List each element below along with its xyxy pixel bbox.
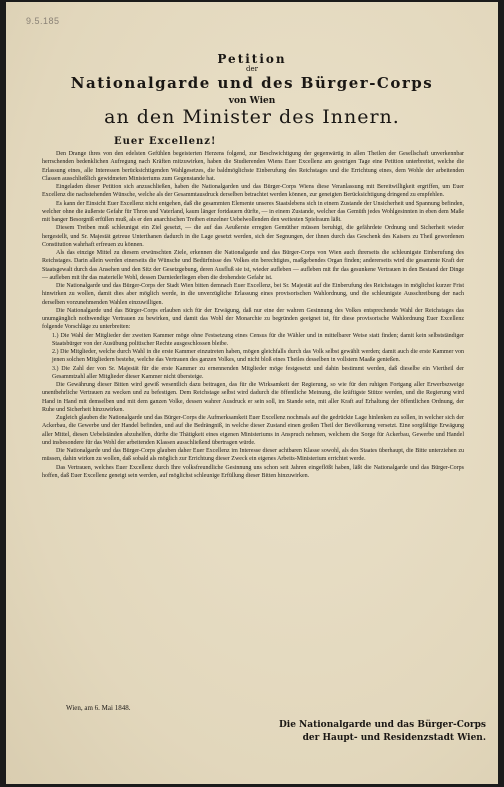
proposal-item: 3.) Die Zahl der von Sr. Majestät für die erste Kammer zu ernennenden Mitglieder möge festgesetzt und dahin bestimmt werden, daß dieselbe ein Viertheil der Gesammtzahl aller Mitglieder dieser Kammer nicht übersteige. <box>52 365 464 380</box>
archive-pencil-mark: 9.5.185 <box>26 16 60 26</box>
paragraph: Die Nationalgarde und das Bürger-Corps der Stadt Wien bitten demnach Euer Excellenz, bei Sr. Majestät auf die Einberufung des Reichstages in möglichst kurzer Frist hinwirken zu wollen, damit dies aber möglich werde, in die unverzügliche Erlassung eines provisorischen Wahlordnung, und die schleunigste Ausschreibung der nach derselben vorzunehmenden Wahlen einzuwilligen. <box>42 283 464 306</box>
paragraph: Die Nationalgarde und das Bürger-Corps erlauben sich für der Erwägung, daß nur eine der wahren Gesinnung des Volkes entsprechende Wahl der Reichstages das unumgänglich nothwendige Vertrauen zu bewirken, und damit das Wohl der Monarchie zu begründen geeignet ist, für diese provisorische Wahlordnung Euer Excellenz folgende Vorschläge zu unterbreiten: <box>42 307 464 331</box>
title-der: der <box>246 65 258 73</box>
title-von-wien: von Wien <box>228 96 276 106</box>
paragraph: Die Nationalgarde und das Bürger-Corps glauben daher Euer Excellenz im Interesse dieser achtbaren Klasse sowohl, als des Staates überhaupt, die Bitte unterziehen zu müssen, dahin wirken zu wollen, daß sobald als möglich zur Errichtung dieser Zweck ein eigenes Arbeits-Ministerium errichtet werde. <box>42 448 464 463</box>
title-nationalgarde: Nationalgarde und des Bürger-Corps <box>70 74 434 92</box>
paragraph: Die Gewährung dieser Bitten wird gewiß wesentlich dazu beitragen, das für die Wirksamkeit der Regierung, so wie für den ruhigen Fortgang aller Erwerbszweige unentbehrliche Vertrauen zu wecken und zu befestigen. Dem Reichstage selbst wird dadurch die öffentliche Meinung, die kräftigste Stütze werden, und die Regierung wird Hand in Hand mit demselben und mit dem ganzen Volke, dessen wahrer Ausdruck er sein soll, im Stande sein, mit aller Kraft auf Erhaltung der öffentlichen Ordnung, der Ruhe und Sicherheit hinzuwirken. <box>42 382 464 413</box>
signature-line-1: Die Nationalgarde und das Bürger-Corps <box>278 720 486 730</box>
paragraph: Es kann der Einsicht Euer Excellenz nicht entgehen, daß die gesammten Elemente unseres Staatslebens sich in einem Zustande der Unsicherheit und Spannung befinden, welcher ohne die äußerste Gefahr für Thron und Vaterland, kaum länger fortdauern dürfte, — in einem Zustande, welcher das Gemüth jedes Wohlgesinnten in eben dem Maße mit banger Besorgniß erfüllen muß, als er den anarchischen Treiben einzelner Uebelwollenden den weitesten Spielraum läßt. <box>42 200 464 223</box>
paragraph: Das Vertrauen, welches Euer Excellenz durch Ihre volksfreundliche Gesinnung uns schon seit Jahren eingeflößt haben, läßt die Nationalgarde und das Bürger-Corps hoffen, daß Euer Excellenz geneigt sein werden, auf möglichst schleunige Erfüllung dieser Bitten hinzuwirken. <box>42 464 464 479</box>
title-minister: an den Minister des Innern. <box>104 106 400 128</box>
signature-line-2: der Haupt- und Residenzstadt Wien. <box>302 733 486 743</box>
paragraph: Den Drange ihres von den edelsten Gefühlen begeisterten Herzens folgend, zur Beschwichtigung der gegenwärtig in allen Theilen der Gesellschaft unverkennbar herrschenden bedenklichen Aufregung nach Kräften mitzuwirken, haben die Studierenden Wiens Euer Excellenz am gestrigen Tage eine Petition unterbreitet, welche die Erlassung eines, alle Interessen berücksichtigenden Wahlgesetzes, die baldmöglichste Einberufung des Reichstages und die Errichtung eines, dem Wohle der arbeitenden Classen ausschließlich gewidmeten Ministeriums zum Gegenstande hat. <box>42 151 464 182</box>
paragraph: Diesem Treiben muß schleunigst ein Ziel gesetzt, — die auf das Aeußerste erregten Gemüther müssen beruhigt, die gefährdete Ordnung und Sicherheit wieder hergestellt, und Sr. Majestät getreue Unterthanen dadurch in die Lage gesetzt werden, sich der Segnungen, der ihnen durch das Geschenk des Kaisers zu Theil gewordenen Constitution wahrhaft erfreuen zu können. <box>42 225 464 248</box>
date-line: Wien, am 6. Mai 1848. <box>66 704 131 712</box>
paragraph: Eingeladen dieser Petition sich anzuschließen, haben die Nationalgarden und das Bürger-Corps Wiens diese Veranlassung mit Bereitwilligkeit ergriffen, um Euer Excellenz die nachstehenden Wünsche, welche als der Gesammtausdruck derselben betrachtet werden können, zur geneigten Berücksichtigung dringend zu empfehlen. <box>42 184 464 199</box>
proposal-item: 2.) Die Mitglieder, welche durch Wahl in die erste Kammer einzutreten haben, mögen gleichfalls durch das Volk selbst gewählt werden; damit auch die erste Kammer von jenen solchen Mitgliedern bestehe, welche das Vertrauen des ganzen Volkes, und nicht bloß eines Theiles desselben in vollstem Maaße genießen. <box>52 349 464 364</box>
salutation: Euer Excellenz! <box>114 136 217 147</box>
paragraph: Zugleich glauben die Nationalgarde und das Bürger-Corps die Aufmerksamkeit Euer Excellenz nochmals auf die gedrückte Lage hinlenken zu sollen, in welcher sich der Ackerbau, die Gewerbe und der Handel befinden, und auf die Bedrängniß, in welche dieser Zustand einen großen Theil der Bevölkerung versetzt. Eine sorgfältige Erwägung aller Mittel, diesen Uebelständen abzuhelfen, dürfte die Thätigkeit eines eigenen Ministeriums in Anspruch nehmen, welchem die Sorge für Ackerbau, Gewerbe und Handel und insbesondere für das Wohl der arbeitenden Klassen ausschließend übertragen würde. <box>42 415 464 446</box>
proposal-item: 1.) Die Wahl der Mitglieder der zweiten Kammer möge ohne Festsetzung eines Census für die Wähler und in mittelbarer Weise statt finden; damit kein selbstständiger Staatsbürger von der Ausübung politischer Rechte ausgeschlossen bleibe. <box>52 332 464 347</box>
paragraph: Als das einzige Mittel zu diesem erwünschten Ziele, erkennen die Nationalgarde und das Bürger-Corps von Wien auch ihrerseits die schleunigste Einberufung des Reichstages. Darin allein werden einerseits die Wünsche und Bedürfnisse des Volkes ein berechtigtes, maßgebendes Organ finden; andererseits wird die gesammte Kraft der Staatsgewalt durch das Ansehen und den Sitz der Gesetzgebung, deren Ausfluß sie ist, wieder aufleben — aufleben mit ihr das gesunkene Vertrauen in den Bestand der Dinge — aufleben mit ihr das materielle Wohl, dessen Darniederliegen eben die drohendste Gefahr ist. <box>42 250 464 281</box>
document-sheet <box>6 2 498 784</box>
petition-body <box>42 150 464 480</box>
title-petition: Petition <box>217 52 287 66</box>
